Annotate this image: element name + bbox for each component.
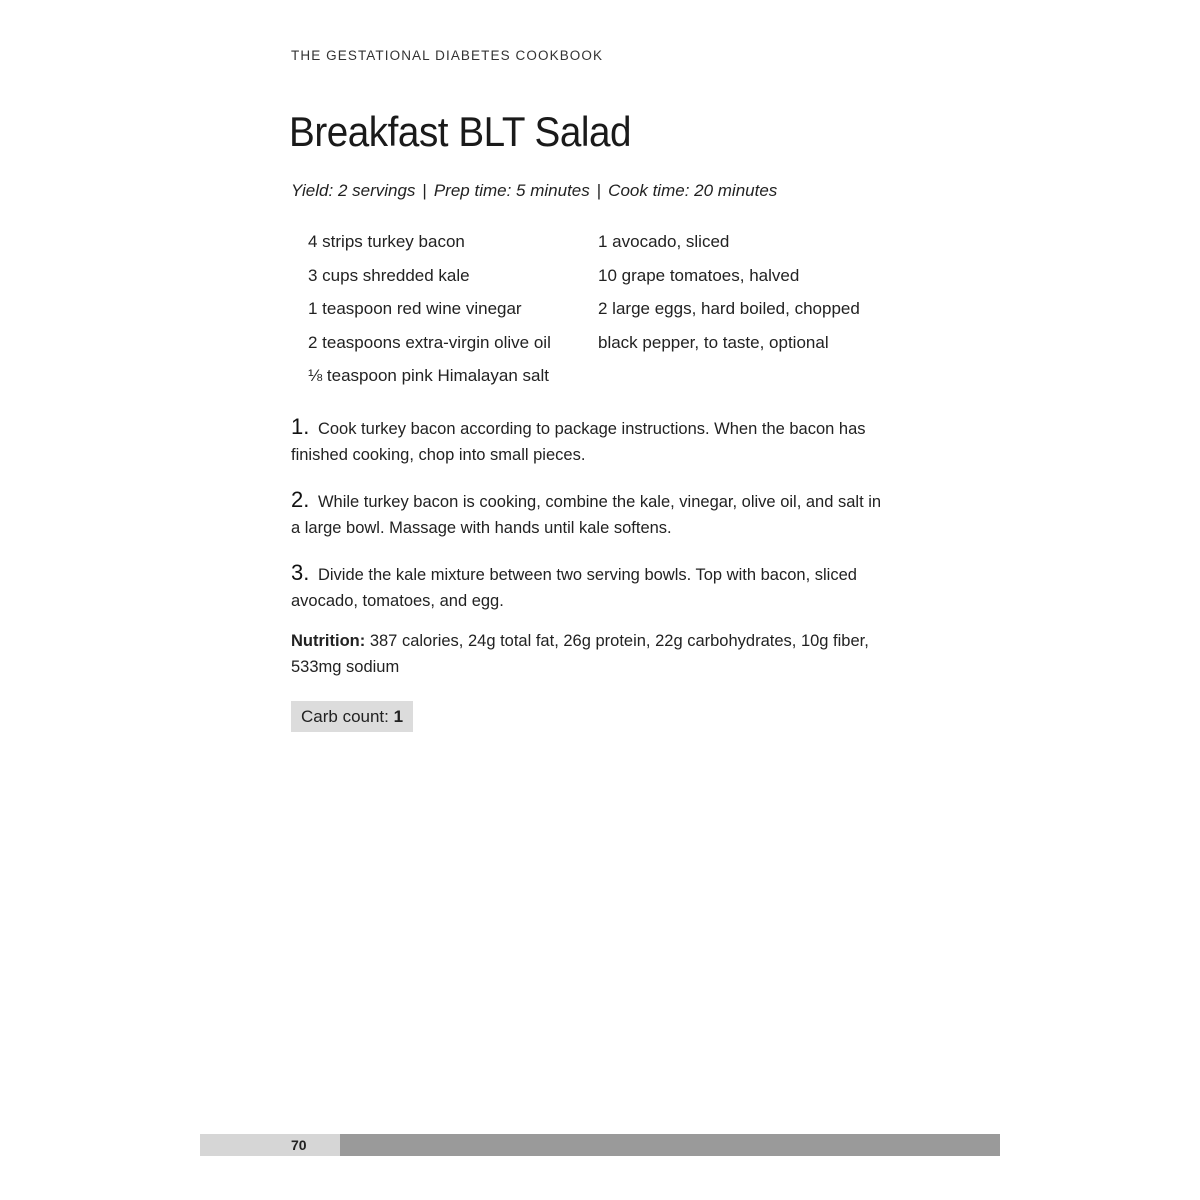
step-number: 1. <box>291 414 310 439</box>
yield: Yield: 2 servings <box>291 181 416 200</box>
nutrition-label: Nutrition: <box>291 632 366 650</box>
footer-bar-light <box>200 1134 340 1156</box>
instruction-step <box>291 487 891 541</box>
running-head: THE GESTATIONAL DIABETES COOKBOOK <box>291 48 604 63</box>
step-number: 3. <box>291 560 310 585</box>
ingredient-item: 4 strips turkey bacon <box>308 232 465 251</box>
step-text: While turkey bacon is cooking, combine the kale, vinegar, olive oil, and salt in a large bowl. Massage with hands until kale softens. <box>291 493 882 537</box>
carb-count-badge <box>291 701 413 732</box>
footer-bar-dark <box>340 1134 1000 1156</box>
step-text: Cook turkey bacon according to package instructions. When the bacon has finished cooking, chop into small pieces. <box>291 420 866 464</box>
ingredient-item: 1 teaspoon red wine vinegar <box>308 299 522 318</box>
ingredients-list <box>308 229 888 397</box>
carb-count-value: 1 <box>393 707 404 726</box>
prep-time: Prep time: 5 minutes <box>433 181 590 200</box>
meta-separator: | <box>596 181 602 200</box>
nutrition-info <box>291 628 891 680</box>
ingredients-column-right <box>598 229 868 397</box>
ingredient-item: 3 cups shredded kale <box>308 265 470 285</box>
ingredient-item: 2 teaspoons extra-virgin olive oil <box>308 332 551 352</box>
nutrition-text: 387 calories, 24g total fat, 26g protein, 22g carbohydrates, 10g fiber, 533mg sodium <box>291 632 869 676</box>
ingredient-item: 10 grape tomatoes, halved <box>598 265 800 285</box>
step-number: 2. <box>291 487 310 512</box>
recipe-meta <box>291 181 777 201</box>
recipe-title: Breakfast BLT Salad <box>289 108 632 155</box>
ingredient-item: black pepper, to taste, optional <box>598 332 829 352</box>
step-text: Divide the kale mixture between two serving bowls. Top with bacon, sliced avocado, tomatoes, and egg. <box>291 566 857 610</box>
ingredient-item: 1 avocado, sliced <box>598 232 730 251</box>
ingredient-item: ⅛ teaspoon pink Himalayan salt <box>308 366 549 385</box>
carb-count-label: Carb count: <box>301 707 389 726</box>
cook-time: Cook time: 20 minutes <box>608 181 778 200</box>
page-number: 70 <box>291 1137 307 1153</box>
ingredients-column-left <box>308 229 598 397</box>
instructions <box>291 414 891 633</box>
meta-separator: | <box>422 181 427 200</box>
instruction-step <box>291 560 891 614</box>
ingredient-item: 2 large eggs, hard boiled, chopped <box>598 299 860 318</box>
instruction-step <box>291 414 891 468</box>
